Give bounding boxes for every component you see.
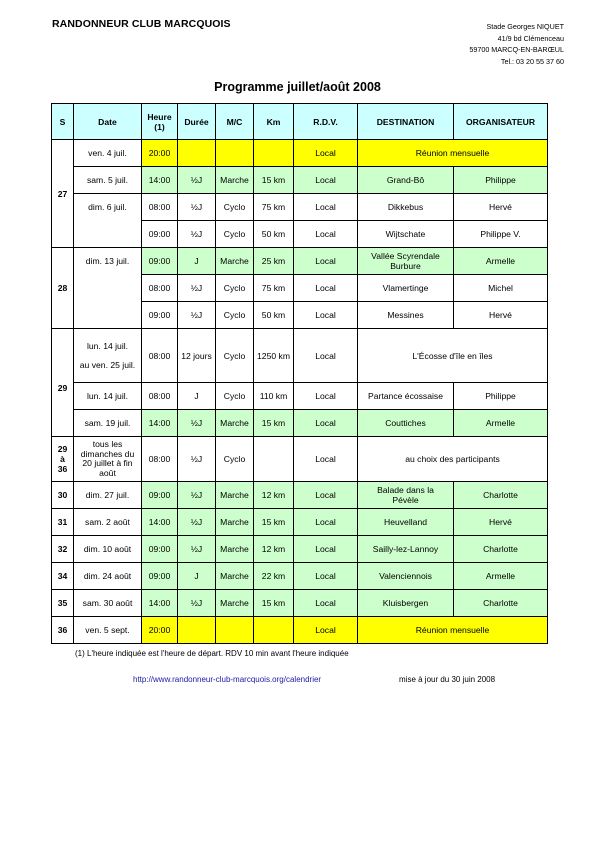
address-phone: Tel.: 03 20 55 37 60 (500, 56, 564, 66)
destination-cell: Réunion mensuelle (358, 617, 548, 644)
time-cell: 20:00 (142, 617, 178, 644)
date-cell: sam. 30 août (74, 590, 142, 617)
type-cell: Cyclo (216, 275, 254, 302)
calendar-link[interactable]: http://www.randonneur-club-marcquois.org/calendrier (133, 675, 322, 684)
organizer-cell: Hervé (454, 194, 548, 221)
type-cell: Marche (216, 410, 254, 437)
footnote: (1) L'heure indiquée est l'heure de départ. RDV 10 min avant l'heure indiquée (75, 649, 349, 658)
update-date: mise à jour du 30 juin 2008 (399, 675, 496, 684)
rdv-cell: Local (294, 410, 358, 437)
duration-cell: ½J (178, 275, 216, 302)
type-cell: Cyclo (216, 437, 254, 482)
date-cell: tous les dimanches du 20 juillet à fin août (74, 437, 142, 482)
date-cell: lun. 14 juil. (74, 383, 142, 410)
destination-cell: Vallée Scyrendale Burbure (358, 248, 454, 275)
week-to: 36 (57, 464, 68, 474)
date-cell: dim. 13 juil. (74, 248, 142, 329)
type-cell: Marche (216, 536, 254, 563)
table-row (52, 437, 548, 482)
duration-cell: ½J (178, 221, 216, 248)
date-cell: ven. 5 sept. (74, 617, 142, 644)
rdv-cell: Local (294, 140, 358, 167)
date-start: lun. 14 juil. (86, 341, 129, 351)
time-cell: 14:00 (142, 410, 178, 437)
week-cell: 30 (52, 482, 74, 509)
duration-cell: ½J (178, 410, 216, 437)
time-cell: 08:00 (142, 437, 178, 482)
organizer-cell: Charlotte (454, 536, 548, 563)
type-cell: Marche (216, 482, 254, 509)
time-cell: 09:00 (142, 563, 178, 590)
destination-cell: L'Écosse d'île en îles (358, 329, 548, 383)
address-line: Stade Georges NIQUET (486, 22, 564, 31)
organizer-cell: Philippe V. (454, 221, 548, 248)
duration-cell: ½J (178, 302, 216, 329)
col-header-s: S (52, 104, 74, 140)
time-cell: 09:00 (142, 302, 178, 329)
type-cell: Cyclo (216, 302, 254, 329)
type-cell: Cyclo (216, 329, 254, 383)
rdv-cell: Local (294, 221, 358, 248)
table-row (52, 140, 548, 167)
destination-cell: Réunion mensuelle (358, 140, 548, 167)
duration-cell (178, 140, 216, 167)
duration-cell: ½J (178, 482, 216, 509)
time-cell: 09:00 (142, 248, 178, 275)
type-cell: Cyclo (216, 194, 254, 221)
organizer-cell: Armelle (454, 563, 548, 590)
km-cell: 15 km (254, 167, 294, 194)
duration-cell: ½J (178, 437, 216, 482)
km-cell (254, 437, 294, 482)
time-cell: 09:00 (142, 482, 178, 509)
km-cell (254, 140, 294, 167)
km-cell: 50 km (254, 221, 294, 248)
duration-cell (178, 617, 216, 644)
col-header-km: Km (254, 104, 294, 140)
table-row (52, 509, 548, 536)
date-cell: dim. 27 juil. (74, 482, 142, 509)
time-cell: 09:00 (142, 536, 178, 563)
date-cell: dim. 24 août (74, 563, 142, 590)
destination-cell: Couttiches (358, 410, 454, 437)
week-cell: 32 (52, 536, 74, 563)
table-row (52, 536, 548, 563)
time-cell: 14:00 (142, 167, 178, 194)
type-cell: Marche (216, 167, 254, 194)
destination-cell: au choix des participants (358, 437, 548, 482)
type-cell: Marche (216, 248, 254, 275)
type-cell (216, 140, 254, 167)
club-address (440, 21, 564, 67)
week-cell: 34 (52, 563, 74, 590)
date-cell: ven. 4 juil. (74, 140, 142, 167)
table-row (52, 194, 548, 221)
destination-cell: Messines (358, 302, 454, 329)
km-cell: 15 km (254, 509, 294, 536)
date-cell: sam. 5 juil. (74, 167, 142, 194)
table-header-row (52, 104, 548, 140)
type-cell: Marche (216, 509, 254, 536)
type-cell: Cyclo (216, 221, 254, 248)
date-cell (74, 329, 142, 383)
organizer-cell: Philippe (454, 167, 548, 194)
time-cell: 08:00 (142, 194, 178, 221)
time-cell: 14:00 (142, 590, 178, 617)
duration-cell: ½J (178, 194, 216, 221)
week-from: 29 (57, 444, 68, 454)
address-line: 41/9 bd Clémenceau (497, 33, 564, 43)
km-cell: 12 km (254, 536, 294, 563)
organizer-cell: Philippe (454, 383, 548, 410)
type-cell (216, 617, 254, 644)
rdv-cell: Local (294, 617, 358, 644)
week-cell: 28 (52, 248, 74, 329)
col-header-rdv: R.D.V. (294, 104, 358, 140)
time-cell: 14:00 (142, 509, 178, 536)
time-cell: 08:00 (142, 329, 178, 383)
week-cell: 35 (52, 590, 74, 617)
time-cell: 20:00 (142, 140, 178, 167)
km-cell: 15 km (254, 410, 294, 437)
date-cell: dim. 6 juil. (74, 194, 142, 248)
week-cell (52, 437, 74, 482)
time-cell: 08:00 (142, 275, 178, 302)
table-row (52, 383, 548, 410)
club-name: RANDONNEUR CLUB MARCQUOIS (52, 18, 231, 30)
km-cell: 75 km (254, 275, 294, 302)
organizer-cell: Charlotte (454, 482, 548, 509)
table-row (52, 590, 548, 617)
rdv-cell: Local (294, 329, 358, 383)
km-cell: 1250 km (254, 329, 294, 383)
destination-cell: Dikkebus (358, 194, 454, 221)
duration-cell: J (178, 383, 216, 410)
type-cell: Cyclo (216, 383, 254, 410)
organizer-cell: Hervé (454, 302, 548, 329)
duration-cell: ½J (178, 590, 216, 617)
destination-cell: Vlamertinge (358, 275, 454, 302)
table-row (52, 410, 548, 437)
organizer-cell: Hervé (454, 509, 548, 536)
week-cell: 29 (52, 329, 74, 437)
table-row (52, 329, 548, 383)
rdv-cell: Local (294, 383, 358, 410)
km-cell: 22 km (254, 563, 294, 590)
rdv-cell: Local (294, 437, 358, 482)
rdv-cell: Local (294, 302, 358, 329)
rdv-cell: Local (294, 194, 358, 221)
col-header-organisateur: ORGANISATEUR (454, 104, 548, 140)
destination-cell: Grand-Bô (358, 167, 454, 194)
date-cell: sam. 19 juil. (74, 410, 142, 437)
rdv-cell: Local (294, 509, 358, 536)
km-cell: 50 km (254, 302, 294, 329)
duration-cell: J (178, 563, 216, 590)
type-cell: Marche (216, 563, 254, 590)
rdv-cell: Local (294, 275, 358, 302)
heure-label: Heure (147, 111, 172, 122)
rdv-cell: Local (294, 167, 358, 194)
page-title: Programme juillet/août 2008 (214, 80, 381, 94)
destination-cell: Partance écossaise (358, 383, 454, 410)
km-cell: 25 km (254, 248, 294, 275)
date-end: au ven. 25 juil. (79, 360, 136, 370)
table-row (52, 617, 548, 644)
rdv-cell: Local (294, 590, 358, 617)
type-cell: Marche (216, 590, 254, 617)
duration-cell: ½J (178, 167, 216, 194)
organizer-cell: Michel (454, 275, 548, 302)
destination-cell: Wijtschate (358, 221, 454, 248)
rdv-cell: Local (294, 563, 358, 590)
week-to-label: à (60, 454, 65, 464)
destination-cell: Heuvelland (358, 509, 454, 536)
organizer-cell: Armelle (454, 248, 548, 275)
rdv-cell: Local (294, 482, 358, 509)
col-header-destination: DESTINATION (358, 104, 454, 140)
time-cell: 08:00 (142, 383, 178, 410)
destination-cell: Kluisbergen (358, 590, 454, 617)
organizer-cell: Charlotte (454, 590, 548, 617)
km-cell: 12 km (254, 482, 294, 509)
table-row (52, 167, 548, 194)
rdv-cell: Local (294, 536, 358, 563)
date-cell: dim. 10 août (74, 536, 142, 563)
week-cell: 27 (52, 140, 74, 248)
duration-cell: ½J (178, 509, 216, 536)
organizer-cell: Armelle (454, 410, 548, 437)
address-line: 59700 MARCQ-EN-BARŒUL (469, 45, 564, 55)
week-cell: 31 (52, 509, 74, 536)
km-cell: 15 km (254, 590, 294, 617)
col-header-date: Date (74, 104, 142, 140)
km-cell: 110 km (254, 383, 294, 410)
date-cell: sam. 2 août (74, 509, 142, 536)
time-cell: 09:00 (142, 221, 178, 248)
table-row (52, 563, 548, 590)
destination-cell: Balade dans la Pévèle (358, 482, 454, 509)
duration-cell: 12 jours (178, 329, 216, 383)
duration-cell: ½J (178, 536, 216, 563)
col-header-heure (142, 104, 178, 140)
week-cell: 36 (52, 617, 74, 644)
destination-cell: Valenciennois (358, 563, 454, 590)
heure-note-ref: (1) (154, 121, 165, 132)
rdv-cell: Local (294, 248, 358, 275)
destination-cell: Sailly-lez-Lannoy (358, 536, 454, 563)
duration-cell: J (178, 248, 216, 275)
km-cell (254, 617, 294, 644)
table-row (52, 482, 548, 509)
col-header-mc: M/C (216, 104, 254, 140)
col-header-duree: Durée (178, 104, 216, 140)
table-row (52, 248, 548, 275)
km-cell: 75 km (254, 194, 294, 221)
program-table (51, 103, 548, 644)
